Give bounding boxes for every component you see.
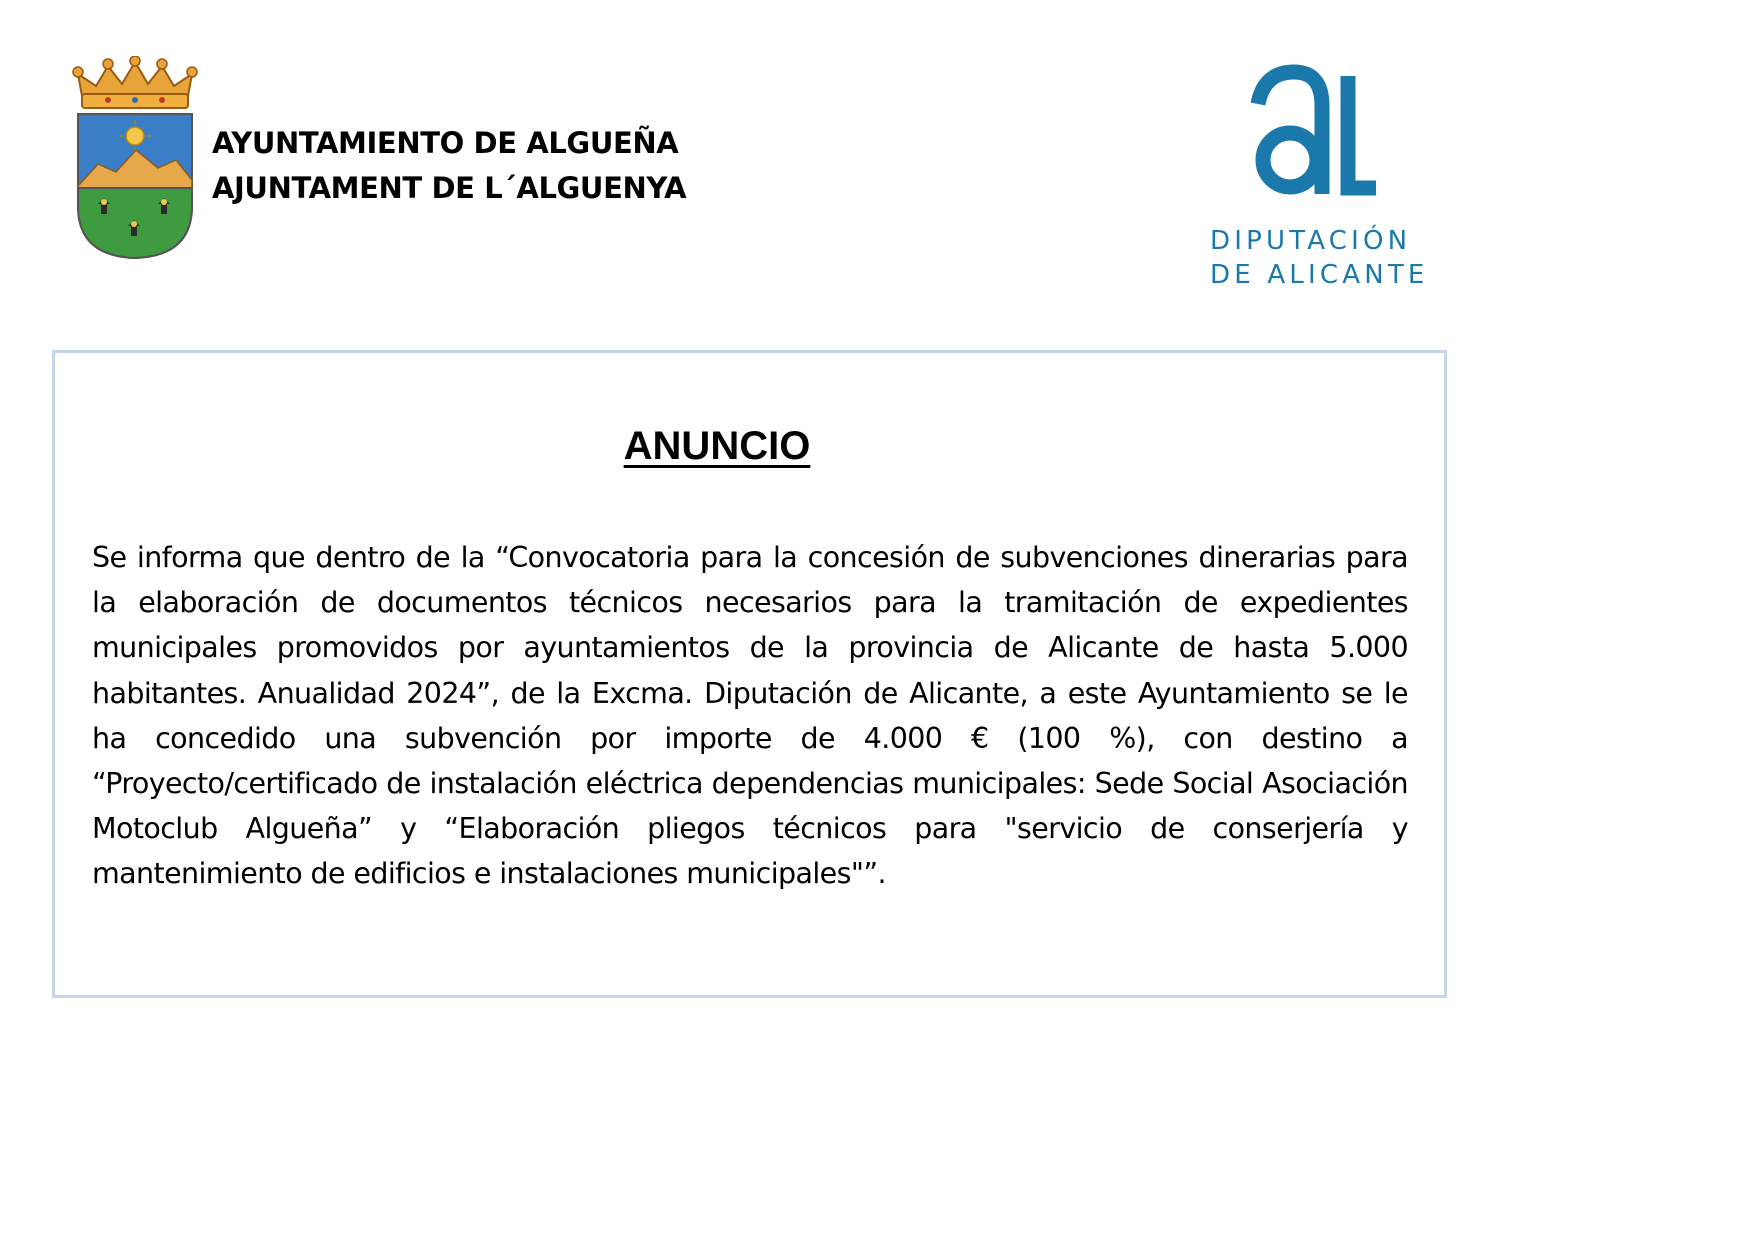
notice-body: Se informa que dentro de la “Convocatoria para la concesión de subvenciones dinerarias para la elaboración de documentos técnicos necesarios para la tramitación de expedientes municipales promovidos por ayuntamientos de la provincia de Alicante de hasta 5.000 habitantes. Anualidad 2024”, de la Excma. Diputación de Alicante, a este Ayuntamiento se le ha concedido una subvención por importe de 4.000 € (100 %), con destino a “Proyecto/certificado de instalación eléctrica dependencias municipales: Sede Social Asociación Motoclub Algueña” y “Elaboración pliegos técnicos para "servicio de conserjería y mantenimiento de edificios e instalaciones municipales"”. [92,541,1408,891]
notice-title-text: ANUNCIO [623,424,811,468]
coat-of-arms-icon [68,56,202,262]
diputacion-line-2: DE ALICANTE [1210,260,1429,290]
diputacion-al-logo-icon [1248,62,1376,198]
municipality-name-block [212,121,686,211]
notice-title [52,422,1382,470]
municipality-name-va: AJUNTAMENT DE L´ALGUENYA [212,171,687,205]
diputacion-wordmark [1210,224,1429,292]
diputacion-line-1: DIPUTACIÓN [1210,226,1412,256]
municipality-name-es: AYUNTAMIENTO DE ALGUEÑA [212,126,679,160]
crown-icon [73,56,197,108]
